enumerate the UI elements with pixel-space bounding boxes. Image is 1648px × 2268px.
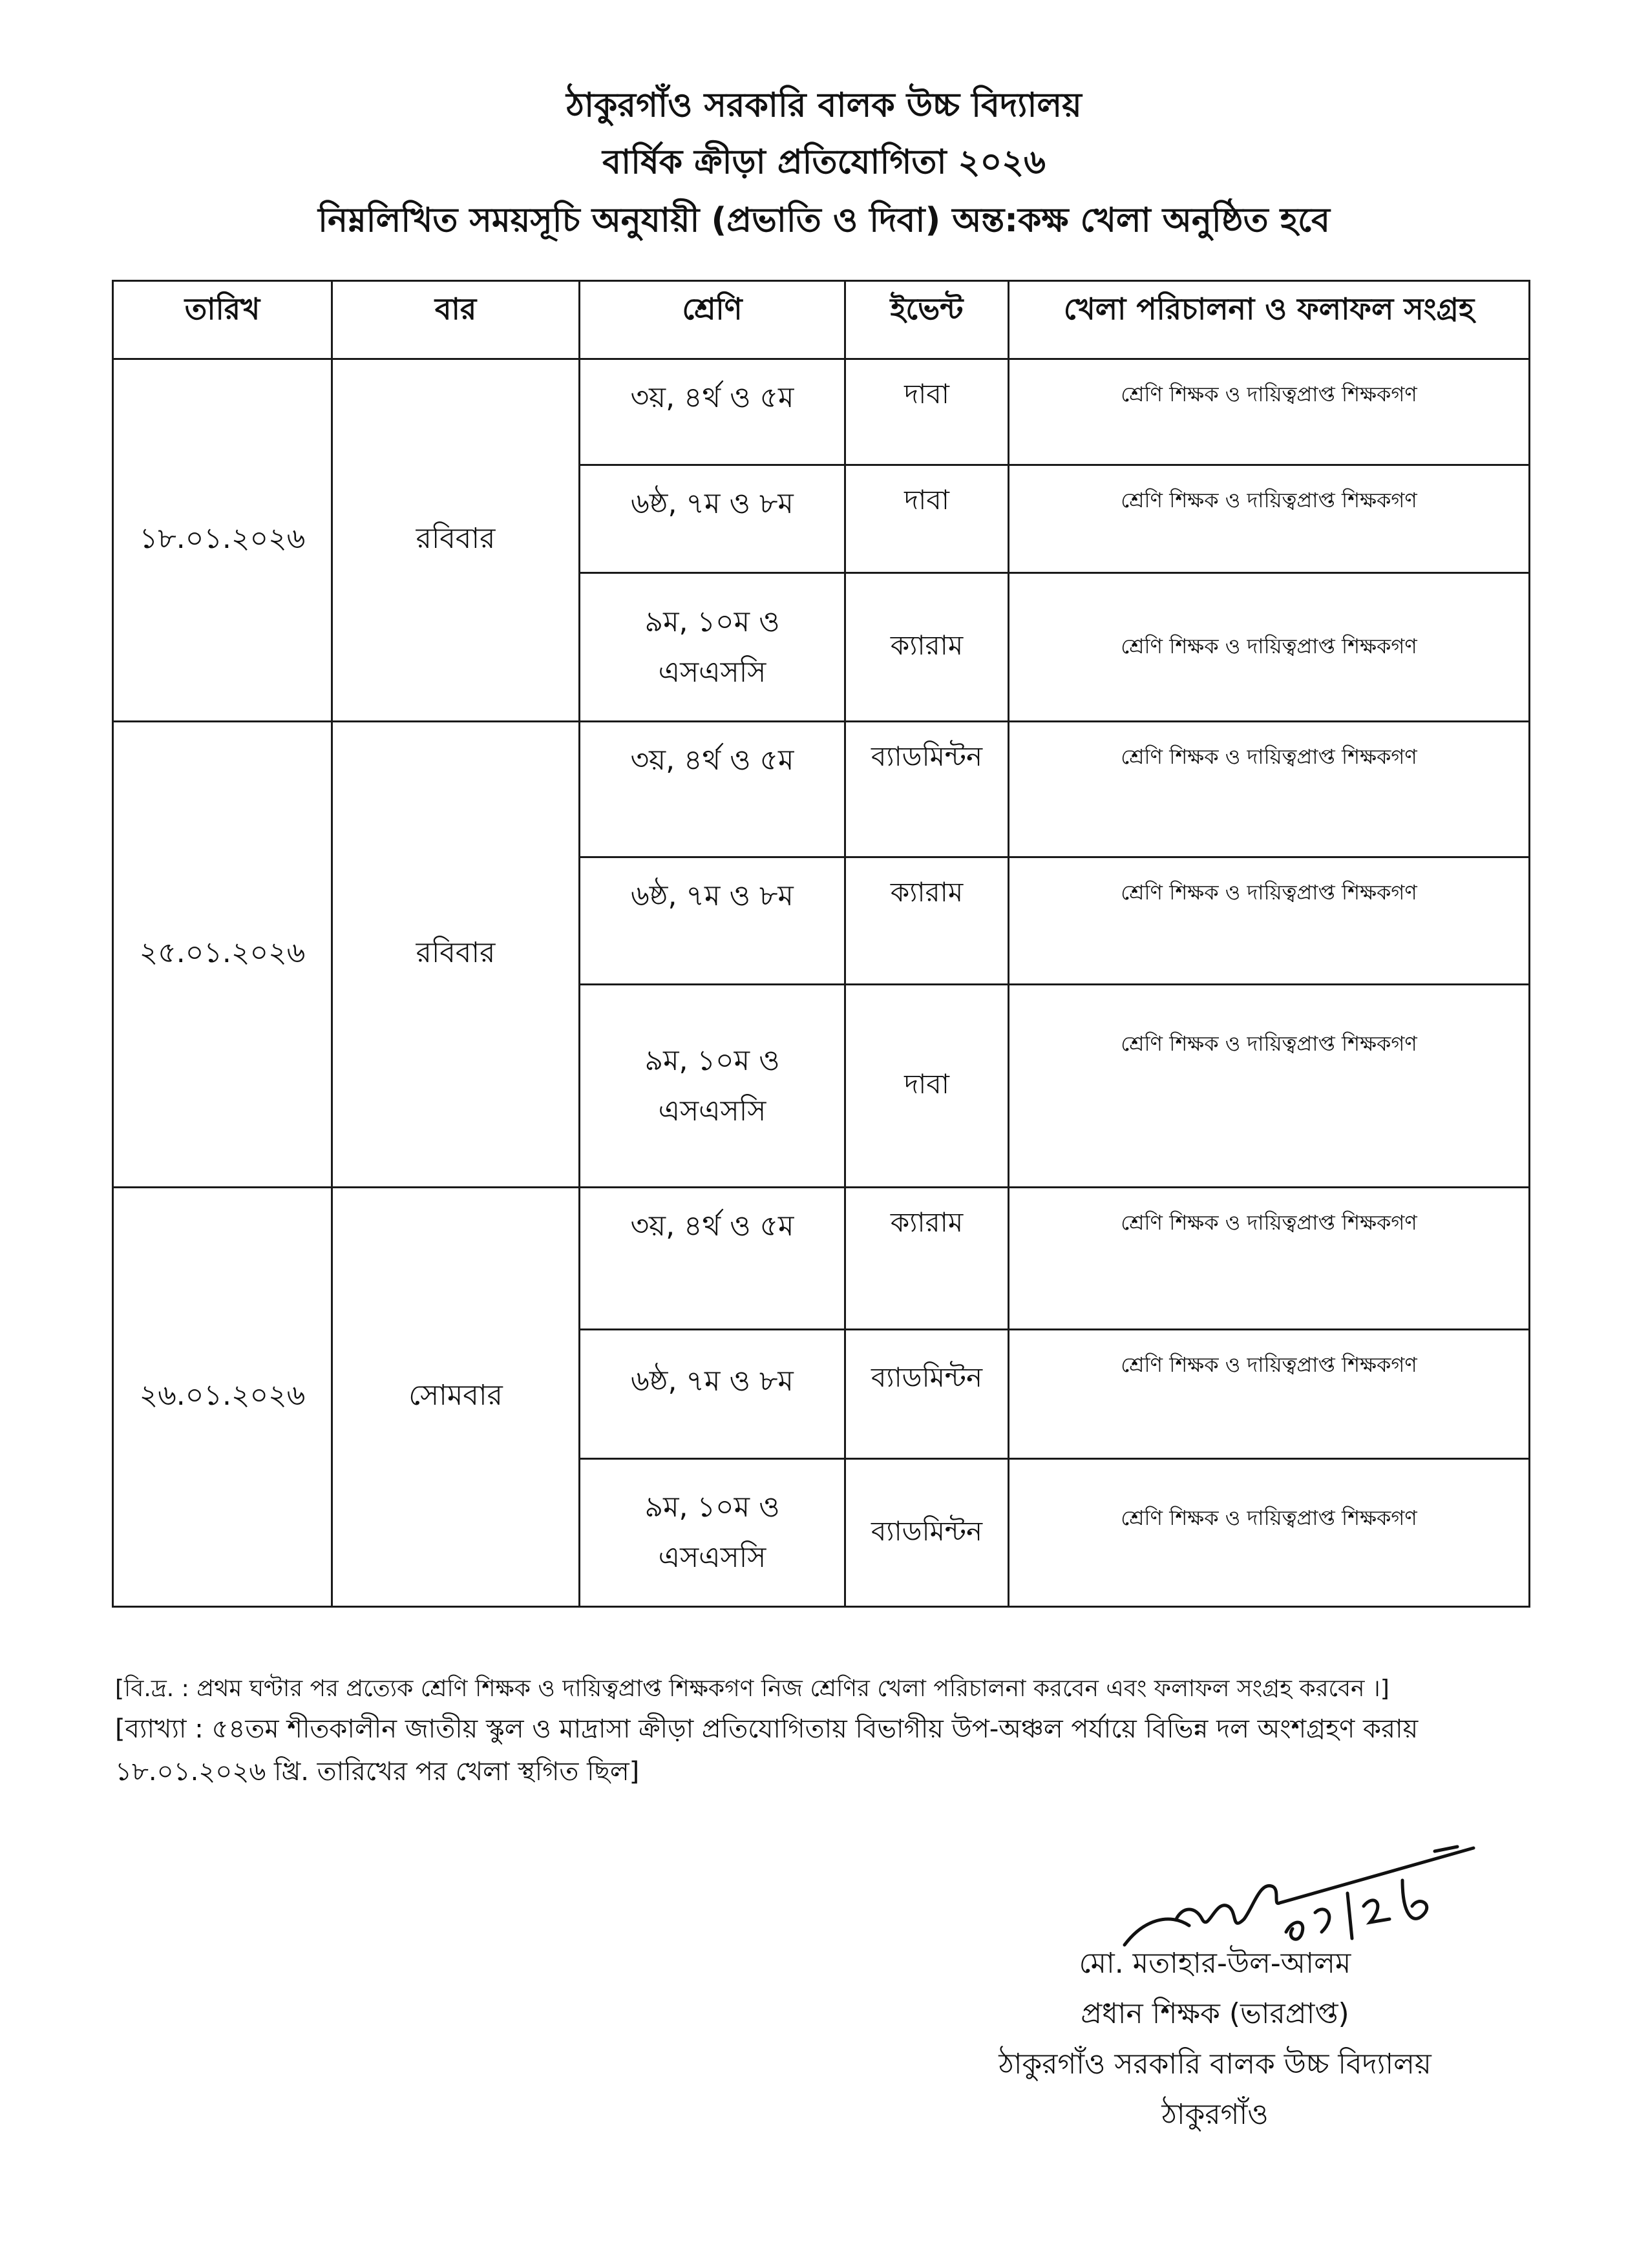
responsible-cell: শ্রেণি শিক্ষক ও দায়িত্বপ্রাপ্ত শিক্ষকগণ	[1009, 985, 1530, 1188]
responsible-cell: শ্রেণি শিক্ষক ও দায়িত্বপ্রাপ্ত শিক্ষকগণ	[1009, 465, 1530, 573]
school-name-heading: ঠাকুরগাঁও সরকারি বালক উচ্চ বিদ্যালয়	[566, 86, 1082, 125]
responsible-cell: শ্রেণি শিক্ষক ও দায়িত্বপ্রাপ্ত শিক্ষকগণ	[1009, 573, 1530, 722]
event-cell: ক্যারাম	[845, 573, 1009, 722]
table-header-row	[113, 281, 1530, 359]
class-line-2: এসএসসি	[658, 1094, 766, 1128]
event-cell: দাবা	[845, 465, 1009, 573]
class-line-1: ৯ম, ১০ম ও	[644, 605, 780, 638]
day-cell: সোমবার	[332, 1188, 580, 1607]
column-header-day: বার	[332, 281, 580, 359]
class-cell: ৬ষ্ঠ, ৭ম ও ৮ম	[580, 465, 845, 573]
class-cell	[580, 573, 845, 722]
class-line-1: ৯ম, ১০ম ও	[644, 1491, 780, 1524]
class-cell: ৬ষ্ঠ, ৭ম ও ৮ম	[580, 1330, 845, 1459]
column-header-class: শ্রেণি	[580, 281, 845, 359]
signatory-institution: ঠাকুরগাঁও সরকারি বালক উচ্চ বিদ্যালয়	[998, 2048, 1431, 2081]
event-cell: ব্যাডমিন্টন	[845, 722, 1009, 857]
responsible-cell: শ্রেণি শিক্ষক ও দায়িত্বপ্রাপ্ত শিক্ষকগণ	[1009, 1459, 1530, 1607]
column-header-event: ইভেন্ট	[845, 281, 1009, 359]
responsible-cell: শ্রেণি শিক্ষক ও দায়িত্বপ্রাপ্ত শিক্ষকগণ	[1009, 359, 1530, 465]
event-cell: ব্যাডমিন্টন	[845, 1330, 1009, 1459]
class-line-2: এসএসসি	[658, 655, 766, 689]
footnotes	[115, 1670, 1537, 1793]
signatory-name: মো. মতাহার-উল-আলম	[1079, 1947, 1351, 1980]
signatory-location: ঠাকুরগাঁও	[1161, 2098, 1269, 2131]
responsible-cell: শ্রেণি শিক্ষক ও দায়িত্বপ্রাপ্ত শিক্ষকগণ	[1009, 857, 1530, 985]
schedule-table	[112, 280, 1530, 1608]
table-row	[113, 722, 1530, 857]
class-line-2: এসএসসি	[658, 1541, 766, 1574]
class-cell	[580, 985, 845, 1188]
date-cell: ২৫.০১.২০২৬	[113, 722, 332, 1188]
event-title-heading: বার্ষিক ক্রীড়া প্রতিযোগিতা ২০২৬	[602, 143, 1046, 182]
column-header-date: তারিখ	[113, 281, 332, 359]
event-cell: ক্যারাম	[845, 1188, 1009, 1330]
day-cell: রবিবার	[332, 722, 580, 1188]
responsible-cell: শ্রেণি শিক্ষক ও দায়িত্বপ্রাপ্ত শিক্ষকগণ	[1009, 722, 1530, 857]
signatory-designation: প্রধান শিক্ষক (ভারপ্রাপ্ত)	[1081, 1997, 1349, 2030]
class-cell: ৩য়, ৪র্থ ও ৫ম	[580, 722, 845, 857]
class-line-1: ৯ম, ১০ম ও	[644, 1044, 780, 1077]
event-cell: ক্যারাম	[845, 857, 1009, 985]
note-explanation: [ব্যাখ্যা : ৫৪তম শীতকালীন জাতীয় স্কুল ও মাদ্রাসা ক্রীড়া প্রতিযোগিতায় বিভাগীয় উপ-অঞ্চল পর্যায়ে বিভিন্ন দল অংশগ্রহণ করায় ১৮.০১.২০২৬ খ্রি. তারিখের পর খেলা স্থগিত ছিল]	[115, 1714, 1419, 1787]
event-cell: ব্যাডমিন্টন	[845, 1459, 1009, 1607]
event-cell: দাবা	[845, 359, 1009, 465]
date-cell: ২৬.০১.২০২৬	[113, 1188, 332, 1607]
table-row	[113, 359, 1530, 465]
note-special: [বি.দ্র. : প্রথম ঘণ্টার পর প্রত্যেক শ্রেণি শিক্ষক ও দায়িত্বপ্রাপ্ত শিক্ষকগণ নিজ শ্রেণির খেলা পরিচালনা করবেন এবং ফলাফল সংগ্রহ করবেন ।]	[115, 1675, 1389, 1702]
class-cell: ৬ষ্ঠ, ৭ম ও ৮ম	[580, 857, 845, 985]
day-cell: রবিবার	[332, 359, 580, 722]
column-header-management: খেলা পরিচালনা ও ফলাফল সংগ্রহ	[1009, 281, 1530, 359]
event-cell: দাবা	[845, 985, 1009, 1188]
date-cell: ১৮.০১.২০২৬	[113, 359, 332, 722]
class-cell	[580, 1459, 845, 1607]
table-row	[113, 1188, 1530, 1330]
class-cell: ৩য়, ৪র্থ ও ৫ম	[580, 359, 845, 465]
responsible-cell: শ্রেণি শিক্ষক ও দায়িত্বপ্রাপ্ত শিক্ষকগণ	[1009, 1188, 1530, 1330]
schedule-subtitle: নিম্নলিখিত সময়সূচি অনুযায়ী (প্রভাতি ও দিবা) অন্ত:কক্ষ খেলা অনুষ্ঠিত হবে	[318, 201, 1330, 240]
responsible-cell: শ্রেণি শিক্ষক ও দায়িত্বপ্রাপ্ত শিক্ষকগণ	[1009, 1330, 1530, 1459]
signatory-block	[918, 1938, 1512, 2140]
class-cell: ৩য়, ৪র্থ ও ৫ম	[580, 1188, 845, 1330]
